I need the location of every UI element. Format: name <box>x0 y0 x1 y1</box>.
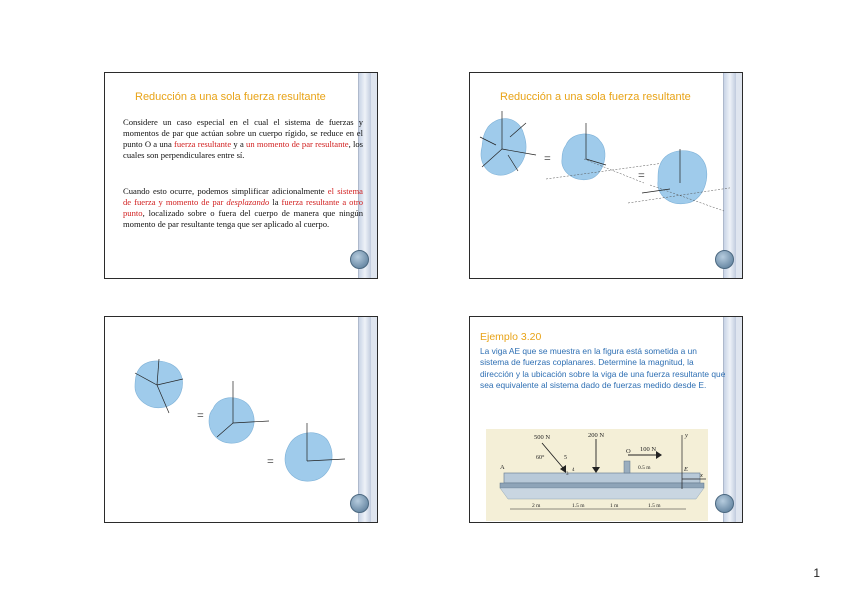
text-run: y a <box>231 139 247 149</box>
label-dim-15m-b: 1.5 m <box>648 503 661 509</box>
slide-1 <box>104 72 378 279</box>
label-ratio-5: 5 <box>564 455 567 461</box>
beam <box>504 473 700 483</box>
rigid-body-2 <box>562 134 605 180</box>
slide-3-figure <box>109 321 365 521</box>
slide-nav-button[interactable] <box>350 494 369 513</box>
label-ratio-4: 4 <box>572 468 575 473</box>
slide-side-edge <box>371 317 377 522</box>
label-dim-15m-a: 1.5 m <box>572 503 585 509</box>
slide-2 <box>469 72 743 279</box>
slide-side-edge <box>371 73 377 278</box>
label-500n: 500 N <box>534 434 551 441</box>
label-dim-05m: 0.5 m <box>638 465 651 471</box>
rigid-body-1 <box>481 119 526 176</box>
label-angle: 60° <box>536 455 545 461</box>
equals-sign-2: = <box>638 168 645 182</box>
label-point-o: O <box>626 448 631 455</box>
label-100n: 100 N <box>640 446 657 453</box>
highlight-run: el sistema de fuerza y momento de par <box>123 186 363 207</box>
text-run: la <box>269 197 282 207</box>
equals-sign-1: = <box>544 151 551 165</box>
rigid-body-2 <box>209 398 254 443</box>
slide-1-title: Reducción a una sola fuerza resultante <box>135 91 326 103</box>
rigid-body-3 <box>285 433 332 481</box>
label-dim-2m: 2 m <box>532 503 541 509</box>
highlight-run: fuerza resultante <box>174 139 232 149</box>
text-run: Considere un caso especial en el cual el sistema de fuerzas y momentos de par que actúan sobre un cuerpo rígido, se reduce en el punto O a una <box>123 117 363 149</box>
label-axis-x: x <box>700 472 703 479</box>
beam-shadow <box>500 488 704 499</box>
slide-1-paragraph-2 <box>123 186 363 230</box>
equals-sign-2: = <box>267 454 274 468</box>
slide-2-title: Reducción a una sola fuerza resultante <box>500 91 691 103</box>
slide-nav-button[interactable] <box>715 250 734 269</box>
label-ratio-3: 3 <box>566 472 569 477</box>
text-run: Cuando esto ocurre, podemos simplificar adicionalmente <box>123 186 328 196</box>
text-run: , localizado sobre o fuera del cuerpo de manera que ningún momento de par resultante tenga que ser aplicado al cuerpo. <box>123 208 363 229</box>
post <box>624 461 630 473</box>
slide-2-figure <box>474 105 730 279</box>
label-axis-y: y <box>685 432 688 439</box>
beam-flange <box>500 483 704 488</box>
rigid-body-3 <box>658 151 707 204</box>
highlight-italic-run: desplazando <box>226 197 270 207</box>
label-dim-1m: 1 m <box>610 503 619 509</box>
slide-side-edge <box>736 73 742 278</box>
beam-diagram <box>486 429 708 521</box>
label-point-a: A <box>500 464 505 471</box>
highlight-run: un momento de par resultante <box>246 139 349 149</box>
example-statement: La viga AE que se muestra en la figura está sometida a un sistema de fuerzas coplanares. Determine la magnitud, la dirección y la ubicación sobre la viga de una fuerza resultante que sea equivalente al sistema dado de fuerzas medido desde E. <box>480 346 726 390</box>
slide-side-edge <box>736 317 742 522</box>
slide-nav-button[interactable] <box>350 250 369 269</box>
slide-3 <box>104 316 378 523</box>
highlight-run: fuerza resultante a otro punto <box>123 197 364 218</box>
label-200n: 200 N <box>588 432 605 439</box>
page-number: 1 <box>813 566 820 580</box>
label-point-e: E <box>684 466 688 473</box>
slide-1-paragraph-1 <box>123 117 363 161</box>
slide-4 <box>469 316 743 523</box>
beam-figure <box>486 429 708 521</box>
equals-sign-1: = <box>197 408 204 422</box>
text-run: , los cuales son perpendiculares entre sí. <box>123 139 364 160</box>
example-title: Ejemplo 3.20 <box>480 331 542 343</box>
slide-nav-button[interactable] <box>715 494 734 513</box>
slide-side-bar <box>358 73 371 278</box>
